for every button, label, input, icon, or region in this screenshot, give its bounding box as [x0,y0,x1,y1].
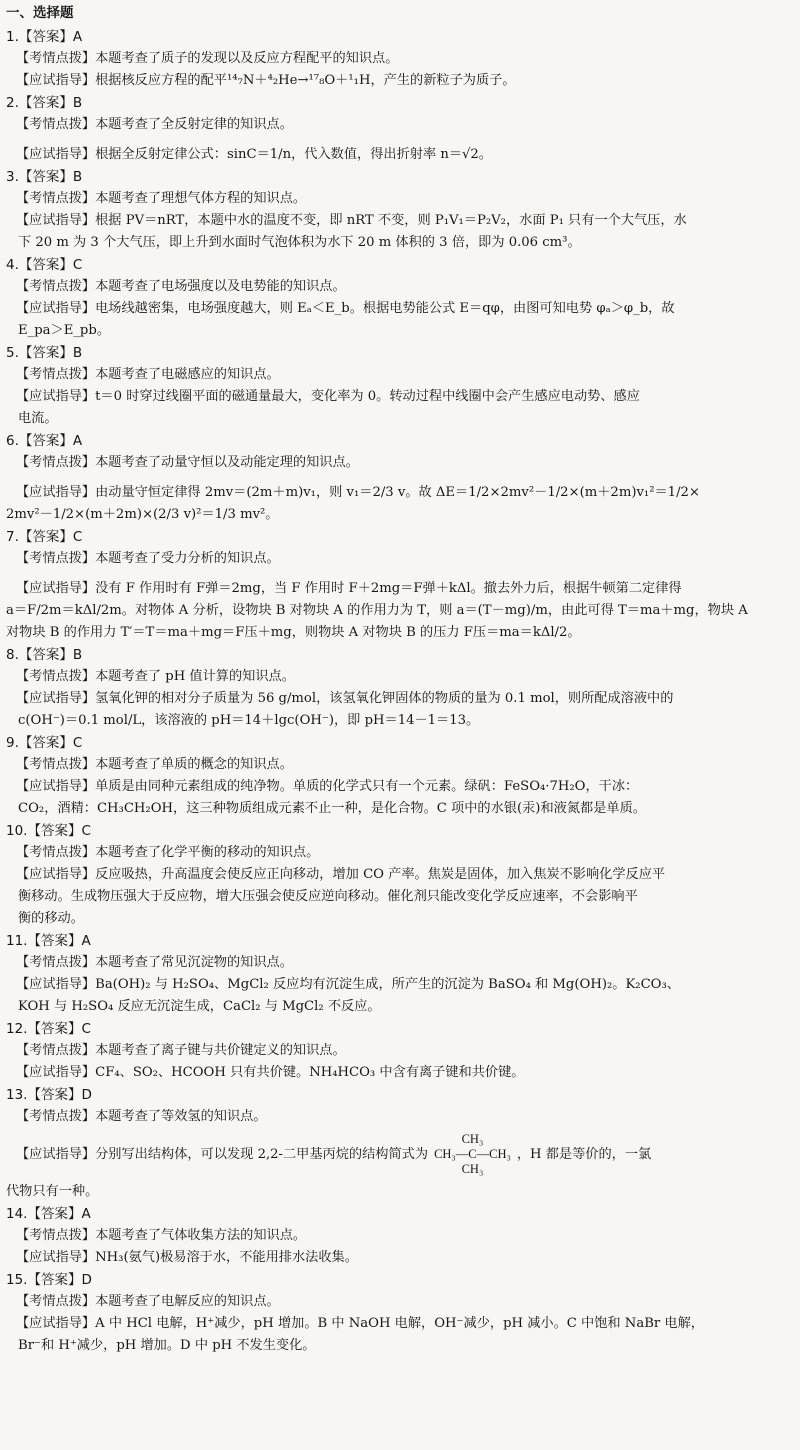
explanation-text: 反应吸热，升高温度会使反应正向移动，增加 CO 产率。焦炭是固体，加入焦炭不影响化学反应平 [95,867,666,882]
explanation-continuation [6,1335,796,1357]
explanation-line [6,144,796,166]
explanation-tag: 【考情点拨】 [16,117,96,132]
structure-middle: CH₃—C—CH₃ [434,1147,511,1161]
answer-tag: 【答案】 [18,345,73,361]
explanation-tag: 【考情点拨】 [16,669,96,684]
explanation-tag: 【应试指导】 [16,389,96,404]
question-block [6,254,796,342]
question-block [6,26,796,92]
explanation-line [6,1247,796,1269]
explanation-tag: 【应试指导】 [16,1147,96,1162]
explanation-tag: 【应试指导】 [16,581,96,596]
explanation-tag: 【考情点拨】 [16,1294,96,1309]
question-header [6,526,796,548]
question-header [6,342,796,364]
explanation-tag: 【应试指导】 [16,73,96,88]
explanation-text: E_pa＞E_pb。 [18,323,111,338]
question-header [6,1018,796,1040]
explanation-text: 根据 PV＝nRT，本题中水的温度不变，即 nRT 不变，则 P₁V₁＝P₂V₂，水面 P₁ 只有一个大气压，水 [95,213,687,228]
explanation-text: 本题考查了电磁感应的知识点。 [95,367,280,382]
answer-value: C [72,257,83,273]
question-block [6,430,796,526]
explanation-continuation [6,622,796,644]
explanation-text: c(OH⁻)＝0.1 mol/L，该溶液的 pH＝14＋lgc(OH⁻)，即 pH＝14－1＝13。 [18,713,480,728]
explanation-text: 根据全反射定律公式：sinC＝1/n，代入数值，得出折射率 n＝√2。 [95,147,492,162]
explanation-text: Ba(OH)₂ 与 H₂SO₄、MgCl₂ 反应均有沉淀生成，所产生的沉淀为 BaSO₄ 和 Mg(OH)₂。K₂CO₃、 [95,977,680,992]
question-header [6,1084,796,1106]
structural-formula [434,1132,511,1177]
question-number: 12. [6,1021,28,1037]
explanation-line [6,298,796,320]
explanation-line [6,864,796,886]
explanation-line [6,482,796,504]
explanation-tag: 【应试指导】 [16,779,96,794]
explanation-text: 本题考查了理想气体方程的知识点。 [95,191,307,206]
explanation-continuation [6,996,796,1018]
answer-tag: 【答案】 [18,169,73,185]
answer-tag: 【答案】 [18,433,73,449]
question-block [6,930,796,1018]
structure-top: CH₃ [461,1132,484,1146]
question-header [6,644,796,666]
explanation-text: a＝F/2m＝kΔl/2m。对物体 A 分析，设物块 B 对物块 A 的作用力为 T，则 a＝(T－mg)/m，由此可得 T＝ma＋mg，物块 A [6,603,748,618]
explanation-continuation [6,600,796,622]
explanation-tag: 【应试指导】 [16,1065,96,1080]
explanation-text: 本题考查了动量守恒以及动能定理的知识点。 [95,455,359,470]
answer-tag: 【答案】 [18,735,73,751]
answer-value: C [72,735,83,751]
explanation-tag: 【应试指导】 [16,1316,96,1331]
question-block [6,92,796,166]
explanation-text: 衡的移动。 [18,911,84,926]
explanation-tag: 【应试指导】 [16,213,96,228]
question-number: 5. [6,345,19,361]
explanation-line [6,952,796,974]
answer-list [6,26,796,1357]
explanation-continuation [6,798,796,820]
explanation-text: 本题考查了质子的发现以及反应方程配平的知识点。 [95,51,399,66]
explanation-continuation [6,320,796,342]
answer-sheet [6,0,796,1357]
question-header [6,820,796,842]
explanation-continuation [6,886,796,908]
explanation-text: CF₄、SO₂、HCOOH 只有共价键。NH₄HCO₃ 中含有离子键和共价键。 [95,1065,525,1080]
answer-value: B [72,345,83,361]
explanation-continuation [6,232,796,254]
explanation-line [6,548,796,570]
explanation-text: ，H 都是等价的，一氯 [516,1147,652,1162]
question-header [6,1269,796,1291]
explanation-text: 分别写出结构体，可以发现 2,2-二甲基丙烷的结构简式为 [95,1147,429,1162]
question-block [6,1084,796,1203]
question-header [6,254,796,276]
answer-tag: 【答案】 [18,257,73,273]
answer-tag: 【答案】 [18,647,73,663]
explanation-line [6,114,796,136]
explanation-text: 2mv²－1/2×(m＋2m)×(2/3 v)²＝1/3 mv²。 [6,507,279,522]
explanation-text: 本题考查了全反射定律的知识点。 [95,117,293,132]
question-block [6,1203,796,1269]
answer-tag: 【答案】 [27,1021,82,1037]
explanation-text: 电流。 [18,411,58,426]
question-number: 7. [6,529,19,545]
explanation-tag: 【考情点拨】 [16,757,96,772]
explanation-continuation [6,710,796,732]
answer-value: D [81,1272,92,1288]
explanation-tag: 【应试指导】 [16,691,96,706]
question-number: 15. [6,1272,28,1288]
answer-tag: 【答案】 [27,933,82,949]
spacer [6,136,796,144]
explanation-tag: 【应试指导】 [16,867,96,882]
explanation-tag: 【考情点拨】 [16,845,96,860]
answer-tag: 【答案】 [27,823,82,839]
explanation-text: 本题考查了常见沉淀物的知识点。 [95,955,293,970]
explanation-line [6,688,796,710]
question-header [6,430,796,452]
explanation-tag: 【应试指导】 [16,301,96,316]
explanation-text: 根据核反应方程的配平¹⁴₇N＋⁴₂He→¹⁷₈O＋¹₁H，产生的新粒子为质子。 [95,73,516,88]
spacer [6,474,796,482]
explanation-text: 本题考查了单质的概念的知识点。 [95,757,293,772]
answer-tag: 【答案】 [18,529,73,545]
explanation-text: NH₃(氨气)极易溶于水，不能用排水法收集。 [95,1250,358,1265]
explanation-text: 本题考查了电场强度以及电势能的知识点。 [95,279,346,294]
explanation-tag: 【考情点拨】 [16,1228,96,1243]
explanation-text: 本题考查了 pH 值计算的知识点。 [95,669,295,684]
answer-value: C [81,823,91,839]
question-block [6,342,796,430]
explanation-tag: 【考情点拨】 [16,1109,96,1124]
explanation-text: 氢氧化钾的相对分子质量为 56 g/mol，该氢氧化钾固体的物质的量为 0.1 mol，则所配成溶液中的 [95,691,674,706]
explanation-text: 本题考查了化学平衡的移动的知识点。 [95,845,320,860]
question-block [6,1269,796,1357]
explanation-text: 没有 F 作用时有 F弹＝2mg，当 F 作用时 F＋2mg＝F弹＋kΔl。撤去外力后，根据牛顿第二定律得 [95,581,682,596]
explanation-line [6,1291,796,1313]
explanation-text: 本题考查了等效氢的知识点。 [95,1109,267,1124]
answer-value: A [81,1206,91,1222]
explanation-tag: 【考情点拨】 [16,191,96,206]
explanation-tag: 【考情点拨】 [16,455,96,470]
question-block [6,166,796,254]
explanation-tag: 【应试指导】 [16,977,96,992]
explanation-line [6,1225,796,1247]
explanation-line [6,842,796,864]
explanation-line [6,578,796,600]
question-number: 4. [6,257,19,273]
question-number: 11. [6,933,28,949]
question-number: 13. [6,1087,28,1103]
explanation-tag: 【应试指导】 [16,485,96,500]
explanation-line [6,364,796,386]
explanation-tag: 【应试指导】 [16,147,96,162]
explanation-text: CO₂，酒精：CH₃CH₂OH，这三种物质组成元素不止一种，是化合物。C 项中的水银(汞)和液氮都是单质。 [18,801,646,816]
answer-tag: 【答案】 [27,1272,82,1288]
explanation-line [6,70,796,92]
question-header [6,930,796,952]
explanation-continuation: 代物只有一种。 [6,1184,99,1199]
question-block [6,526,796,644]
explanation-text: 对物块 B 的作用力 T′＝T＝ma＋mg＝F压＋mg，则物块 A 对物块 B 的压力 F压＝ma＝kΔl/2。 [6,625,581,640]
question-block [6,732,796,820]
explanation-text: 衡移动。生成物压强大于反应物，增大压强会使反应逆向移动。催化剂只能改变化学反应速率，不会影响平 [18,889,638,904]
question-number: 14. [6,1206,28,1222]
explanation-text: 本题考查了气体收集方法的知识点。 [95,1228,307,1243]
explanation-text: KOH 与 H₂SO₄ 反应无沉淀生成，CaCl₂ 与 MgCl₂ 不反应。 [18,999,381,1014]
answer-value: B [72,95,83,111]
explanation-text: 单质是由同种元素组成的纯净物。单质的化学式只有一个元素。绿矾：FeSO₄·7H₂O，干冰： [95,779,639,794]
explanation-line [6,1040,796,1062]
structure-bottom: CH₃ [461,1162,484,1176]
explanation-text: 由动量守恒定律得 2mv＝(2m＋m)v₁，则 v₁＝2/3 v。故 ΔE＝1/2×2mv²－1/2×(m＋2m)v₁²＝1/2× [95,485,700,500]
explanation-text: 本题考查了离子键与共价键定义的知识点。 [95,1043,346,1058]
section-title: 一、选择题 [6,5,74,21]
question-number: 2. [6,95,19,111]
question-header [6,732,796,754]
answer-value: B [72,169,83,185]
answer-value: C [81,1021,91,1037]
question-header [6,166,796,188]
explanation-continuation [6,504,796,526]
explanation-line [6,276,796,298]
explanation-text: t＝0 时穿过线圈平面的磁通量最大，变化率为 0。转动过程中线圈中会产生感应电动势、感应 [95,389,640,404]
question-number: 6. [6,433,19,449]
explanation-line [6,1106,796,1128]
question-number: 9. [6,735,19,751]
explanation-line [6,1062,796,1084]
question-header [6,92,796,114]
answer-tag: 【答案】 [27,1087,82,1103]
answer-tag: 【答案】 [27,1206,82,1222]
explanation-continuation [6,408,796,430]
question-block [6,1018,796,1084]
question-block [6,820,796,930]
explanation-line [6,210,796,232]
explanation-text: 本题考查了受力分析的知识点。 [95,551,280,566]
explanation-line [6,1313,796,1335]
explanation-text: 下 20 m 为 3 个大气压，即上升到水面时气泡体积为水下 20 m 体积的 3 倍，即为 0.06 cm³。 [18,235,581,250]
question-number: 3. [6,169,19,185]
answer-value: C [72,529,83,545]
answer-tag: 【答案】 [18,95,73,111]
explanation-tag: 【考情点拨】 [16,1043,96,1058]
explanation-tag: 【应试指导】 [16,1250,96,1265]
answer-value: B [72,647,83,663]
explanation-tag: 【考情点拨】 [16,551,96,566]
question-header [6,26,796,48]
answer-tag: 【答案】 [18,29,73,45]
explanation-line [6,754,796,776]
explanation-line [6,666,796,688]
explanation-line [6,48,796,70]
explanation-text: 电场线越密集，电场强度越大，则 Eₐ＜E_b。根据电势能公式 E＝qφ，由图可知电势 φₐ＞φ_b，故 [95,301,675,316]
explanation-continuation [6,908,796,930]
explanation-text: A 中 HCl 电解，H⁺减少，pH 增加。B 中 NaOH 电解，OH⁻减少，pH 减小。C 中饱和 NaBr 电解， [95,1316,704,1331]
answer-value: A [81,933,91,949]
explanation-line [6,188,796,210]
answer-value: A [72,433,83,449]
explanation-line [6,1132,796,1177]
explanation-line [6,386,796,408]
explanation-tag: 【考情点拨】 [16,279,96,294]
explanation-line [6,452,796,474]
explanation-text: Br⁻和 H⁺减少，pH 增加。D 中 pH 不发生变化。 [18,1338,316,1353]
explanation-tag: 【考情点拨】 [16,955,96,970]
answer-value: D [81,1087,92,1103]
question-number: 8. [6,647,19,663]
explanation-tag: 【考情点拨】 [16,51,96,66]
explanation-tag: 【考情点拨】 [16,367,96,382]
question-number: 10. [6,823,28,839]
spacer [6,570,796,578]
explanation-text: 本题考查了电解反应的知识点。 [95,1294,280,1309]
question-block [6,644,796,732]
question-number: 1. [6,29,19,45]
answer-value: A [72,29,83,45]
question-header [6,1203,796,1225]
explanation-line [6,974,796,996]
explanation-line [6,776,796,798]
